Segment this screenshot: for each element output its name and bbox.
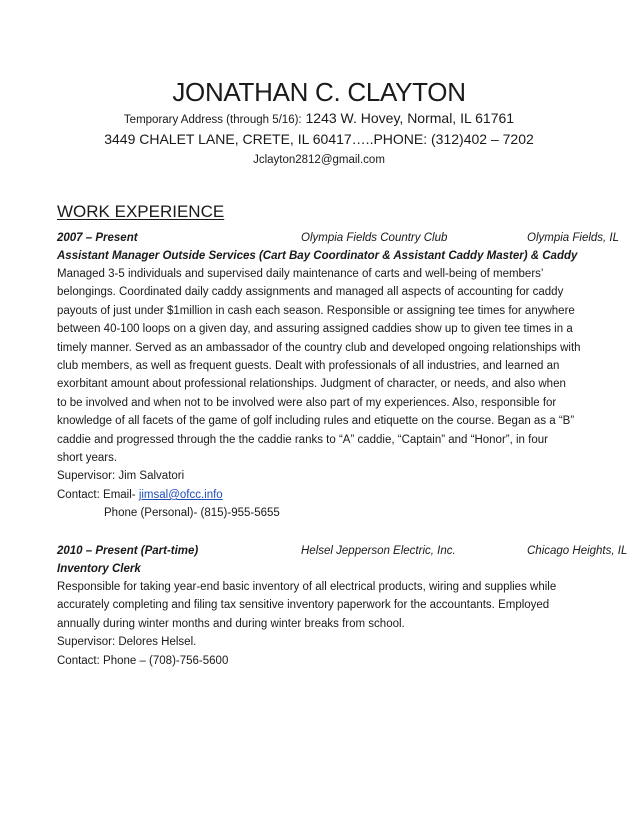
job1-line: club members, as well as frequent guests. Dealt with professionals of all industries, and learned an [57,360,560,373]
candidate-name: JONATHAN C. CLAYTON [172,77,466,107]
job2-line: Responsible for taking year-end basic inventory of all electrical products, wiring and supplies while [57,581,557,593]
job2-line: accurately completing and filing tax sensitive inventory paperwork for the accountants. Employed [57,599,550,612]
job1-email-link[interactable]: jimsal@ofcc.info [138,488,223,501]
job2-dates: 2010 – Present (Part-time) [57,545,199,557]
job1-dates: 2007 – Present [57,232,138,244]
job2-title: Inventory Clerk [57,563,141,575]
permanent-address-phone: 3449 CHALET LANE, CRETE, IL 60417…..PHONE: (312)402 – 7202 [104,131,534,147]
job1-line: Managed 3-5 individuals and supervised daily maintenance of carts and well-being of members’ [57,268,544,280]
email-address: Jclayton2812@gmail.com [253,154,385,166]
job2-contact: Contact: Phone – (708)-756-5600 [57,654,229,667]
job2-line: annually during winter months and during winter breaks from school. [57,617,405,630]
job1-line: timely manner. Served as an ambassador of the country club and developed ongoing relationships with [57,341,581,354]
temporary-address: 1243 W. Hovey, Normal, IL 61761 [305,110,515,126]
job2-header-row [57,543,628,559]
job1-employer: Olympia Fields Country Club [301,232,448,244]
job1-line: short years. [57,452,118,465]
job1-supervisor: Supervisor: Jim Salvatori [57,470,185,483]
temporary-address-line [0,109,638,129]
job1-line: to be involved and when not to be involved were also part of my experiences. Also, responsible for [57,396,557,409]
job2-supervisor: Supervisor: Delores Helsel. [57,636,197,649]
job2-description [57,578,585,670]
job1-line: exorbitant amount about professional relationships. Judgment of character, or needs, and also when [57,378,566,391]
job1-line: caddie and progressed through the the caddie ranks to “A” caddie, “Captain” and “Honor”, in four [57,433,548,446]
section-title-work-experience: WORK EXPERIENCE [57,202,225,221]
job1-contact [57,486,585,504]
job1-contact-label: Contact: Email- [57,488,139,501]
job1-header-row [57,230,620,246]
job1-line: belongings. Coordinated daily caddy assignments and managed all aspects of accounting for caddy [57,286,564,299]
job2-location: Chicago Heights, IL [527,545,628,557]
job1-location: Olympia Fields, IL [527,232,620,244]
job1-line: knowledge of all facets of the game of golf including rules and etiquette on the course. Began as a “B” [57,415,575,428]
temporary-address-label: Temporary Address (through 5/16): [123,114,302,126]
job2-employer: Helsel Jepperson Electric, Inc. [301,545,456,557]
job1-line: between 40-100 loops on a given day, and assuring assigned caddies show up to given tee times in a [57,323,573,336]
job1-description [57,265,585,523]
job1-title: Assistant Manager Outside Services (Cart Bay Coordinator & Assistant Caddy Master) & Caddy [57,250,578,262]
job1-line: payouts of just under $1million in cash each season. Responsible or assigning tee times for anywhere [57,304,575,317]
job1-phone: Phone (Personal)- (815)-955-5655 [104,507,280,520]
